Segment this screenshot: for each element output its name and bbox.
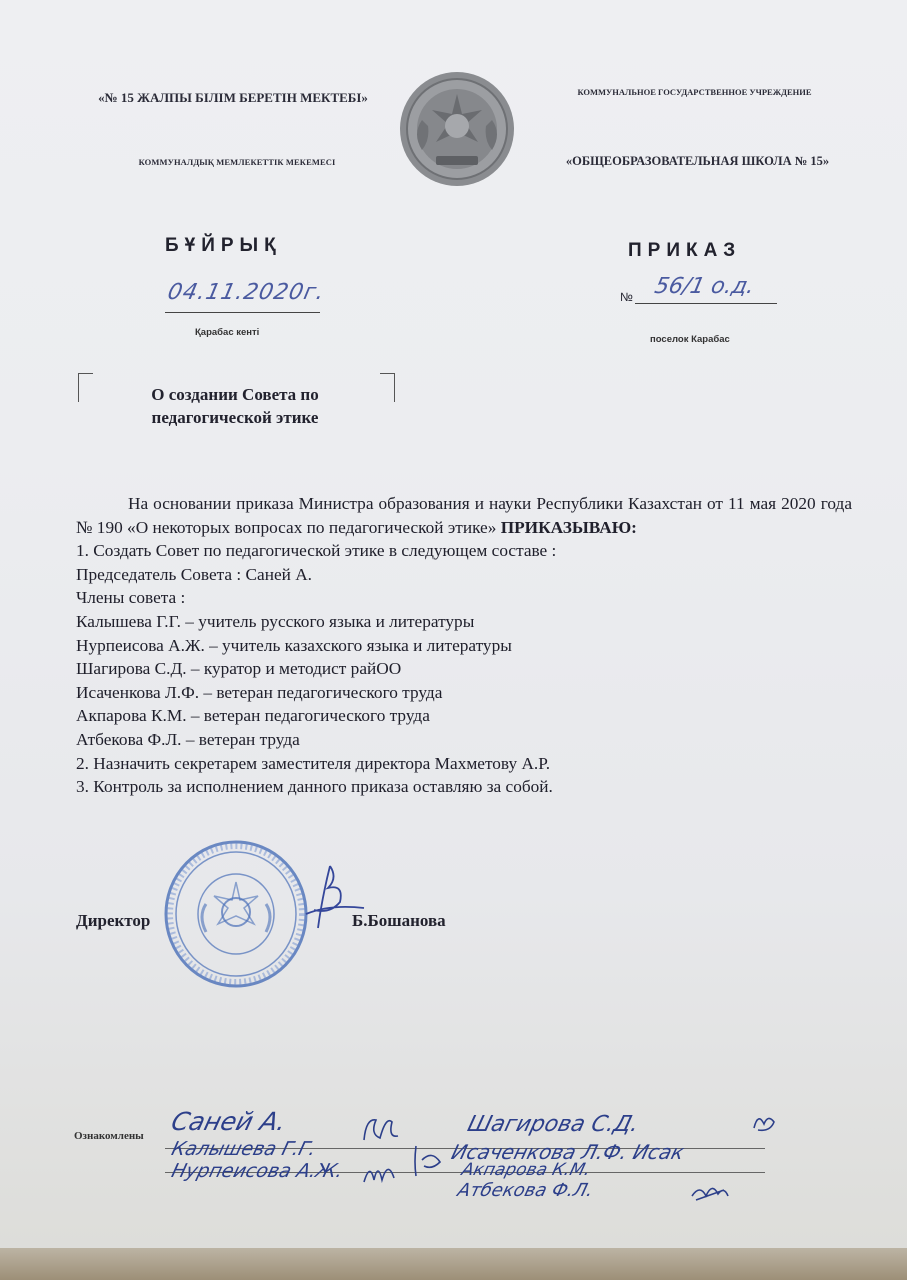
state-emblem-icon <box>398 70 516 188</box>
body-line: Члены совета : <box>76 588 186 608</box>
order-number: 56/1 о.д. <box>652 274 757 299</box>
place-ru: поселок Карабас <box>650 334 730 345</box>
body-line: Акпарова К.М. – ветеран педагогического труда <box>76 706 430 726</box>
initials-signature-icon <box>750 1108 778 1138</box>
order-body <box>76 492 852 799</box>
date-underline <box>165 312 320 313</box>
handwritten-name: Шагирова С.Д. <box>464 1112 642 1137</box>
body-line: 1. Создать Совет по педагогической этике в следующем составе : <box>76 541 557 561</box>
subject-bracket-right <box>380 373 395 402</box>
order-title-ru: ПРИКАЗ <box>628 240 742 261</box>
order-date: 04.11.2020г. <box>165 280 328 305</box>
institution-type-ru: КОММУНАЛЬНОЕ ГОСУДАРСТВЕННОЕ УЧРЕЖДЕНИЕ <box>577 87 812 97</box>
handwritten-name: Нурпеисова А.Ж. <box>169 1160 346 1182</box>
school-name-ru: «ОБЩЕОБРАЗОВАТЕЛЬНАЯ ШКОЛА № 15» <box>565 154 830 168</box>
handwritten-name: Акпарова К.М. <box>459 1160 593 1180</box>
handwritten-name: Исаченкова Л.Ф. Исак <box>449 1140 687 1164</box>
institution-type-kz: КОММУНАЛДЫҚ МЕМЛЕКЕТТІК МЕКЕМЕСІ <box>138 157 336 167</box>
acknowledgement-label: Ознакомлены <box>74 1130 144 1142</box>
initials-signature-icon <box>360 1110 400 1150</box>
body-line: Председатель Совета : Саней А. <box>76 564 312 584</box>
order-title-kz: БҰЙРЫҚ <box>165 235 282 256</box>
body-line: Шагирова С.Д. – куратор и методист райОО <box>76 659 402 679</box>
body-line: Нурпеисова А.Ж. – учитель казахского языка и литературы <box>76 635 512 655</box>
handwritten-name: Атбекова Ф.Л. <box>455 1180 596 1201</box>
order-word: ПРИКАЗЫВАЮ: <box>500 517 637 537</box>
official-stamp-icon <box>162 838 310 990</box>
handwritten-name: Саней А. <box>168 1107 290 1136</box>
school-name-kz: «№ 15 ЖАЛПЫ БІЛІМ БЕРЕТІН МЕКТЕБІ» <box>98 90 368 105</box>
subject-bracket-left <box>78 373 93 402</box>
body-line: Атбекова Ф.Л. – ветеран труда <box>76 729 300 749</box>
preamble-text: На основании приказа Министра образования и науки Республики Казахстан от 11 мая 2020 года № 190 «О некоторых вопросах по педагогической этике» <box>76 494 852 537</box>
body-line: 2. Назначить секретарем заместителя директора Махметову А.Р. <box>76 753 551 773</box>
body-line: Исаченкова Л.Ф. – ветеран педагогического труда <box>76 682 443 702</box>
number-underline <box>635 303 777 304</box>
director-position: Директор <box>76 911 151 930</box>
initials-signature-icon <box>360 1152 400 1192</box>
initials-signature-icon <box>410 1140 450 1180</box>
director-name: Б.Бошанова <box>352 911 446 930</box>
initials-signature-icon <box>690 1178 730 1208</box>
number-sign: № <box>620 290 633 304</box>
body-line: 3. Контроль за исполнением данного приказа оставляю за собой. <box>76 777 553 797</box>
table-surface <box>0 1248 907 1280</box>
preamble <box>76 492 852 539</box>
order-subject: О создании Совета по педагогической этике <box>151 385 319 427</box>
place-kz: Қарабас кенті <box>195 327 260 338</box>
body-line: Калышева Г.Г. – учитель русского языка и литературы <box>76 611 475 631</box>
handwritten-name: Калышева Г.Г. <box>169 1138 319 1160</box>
